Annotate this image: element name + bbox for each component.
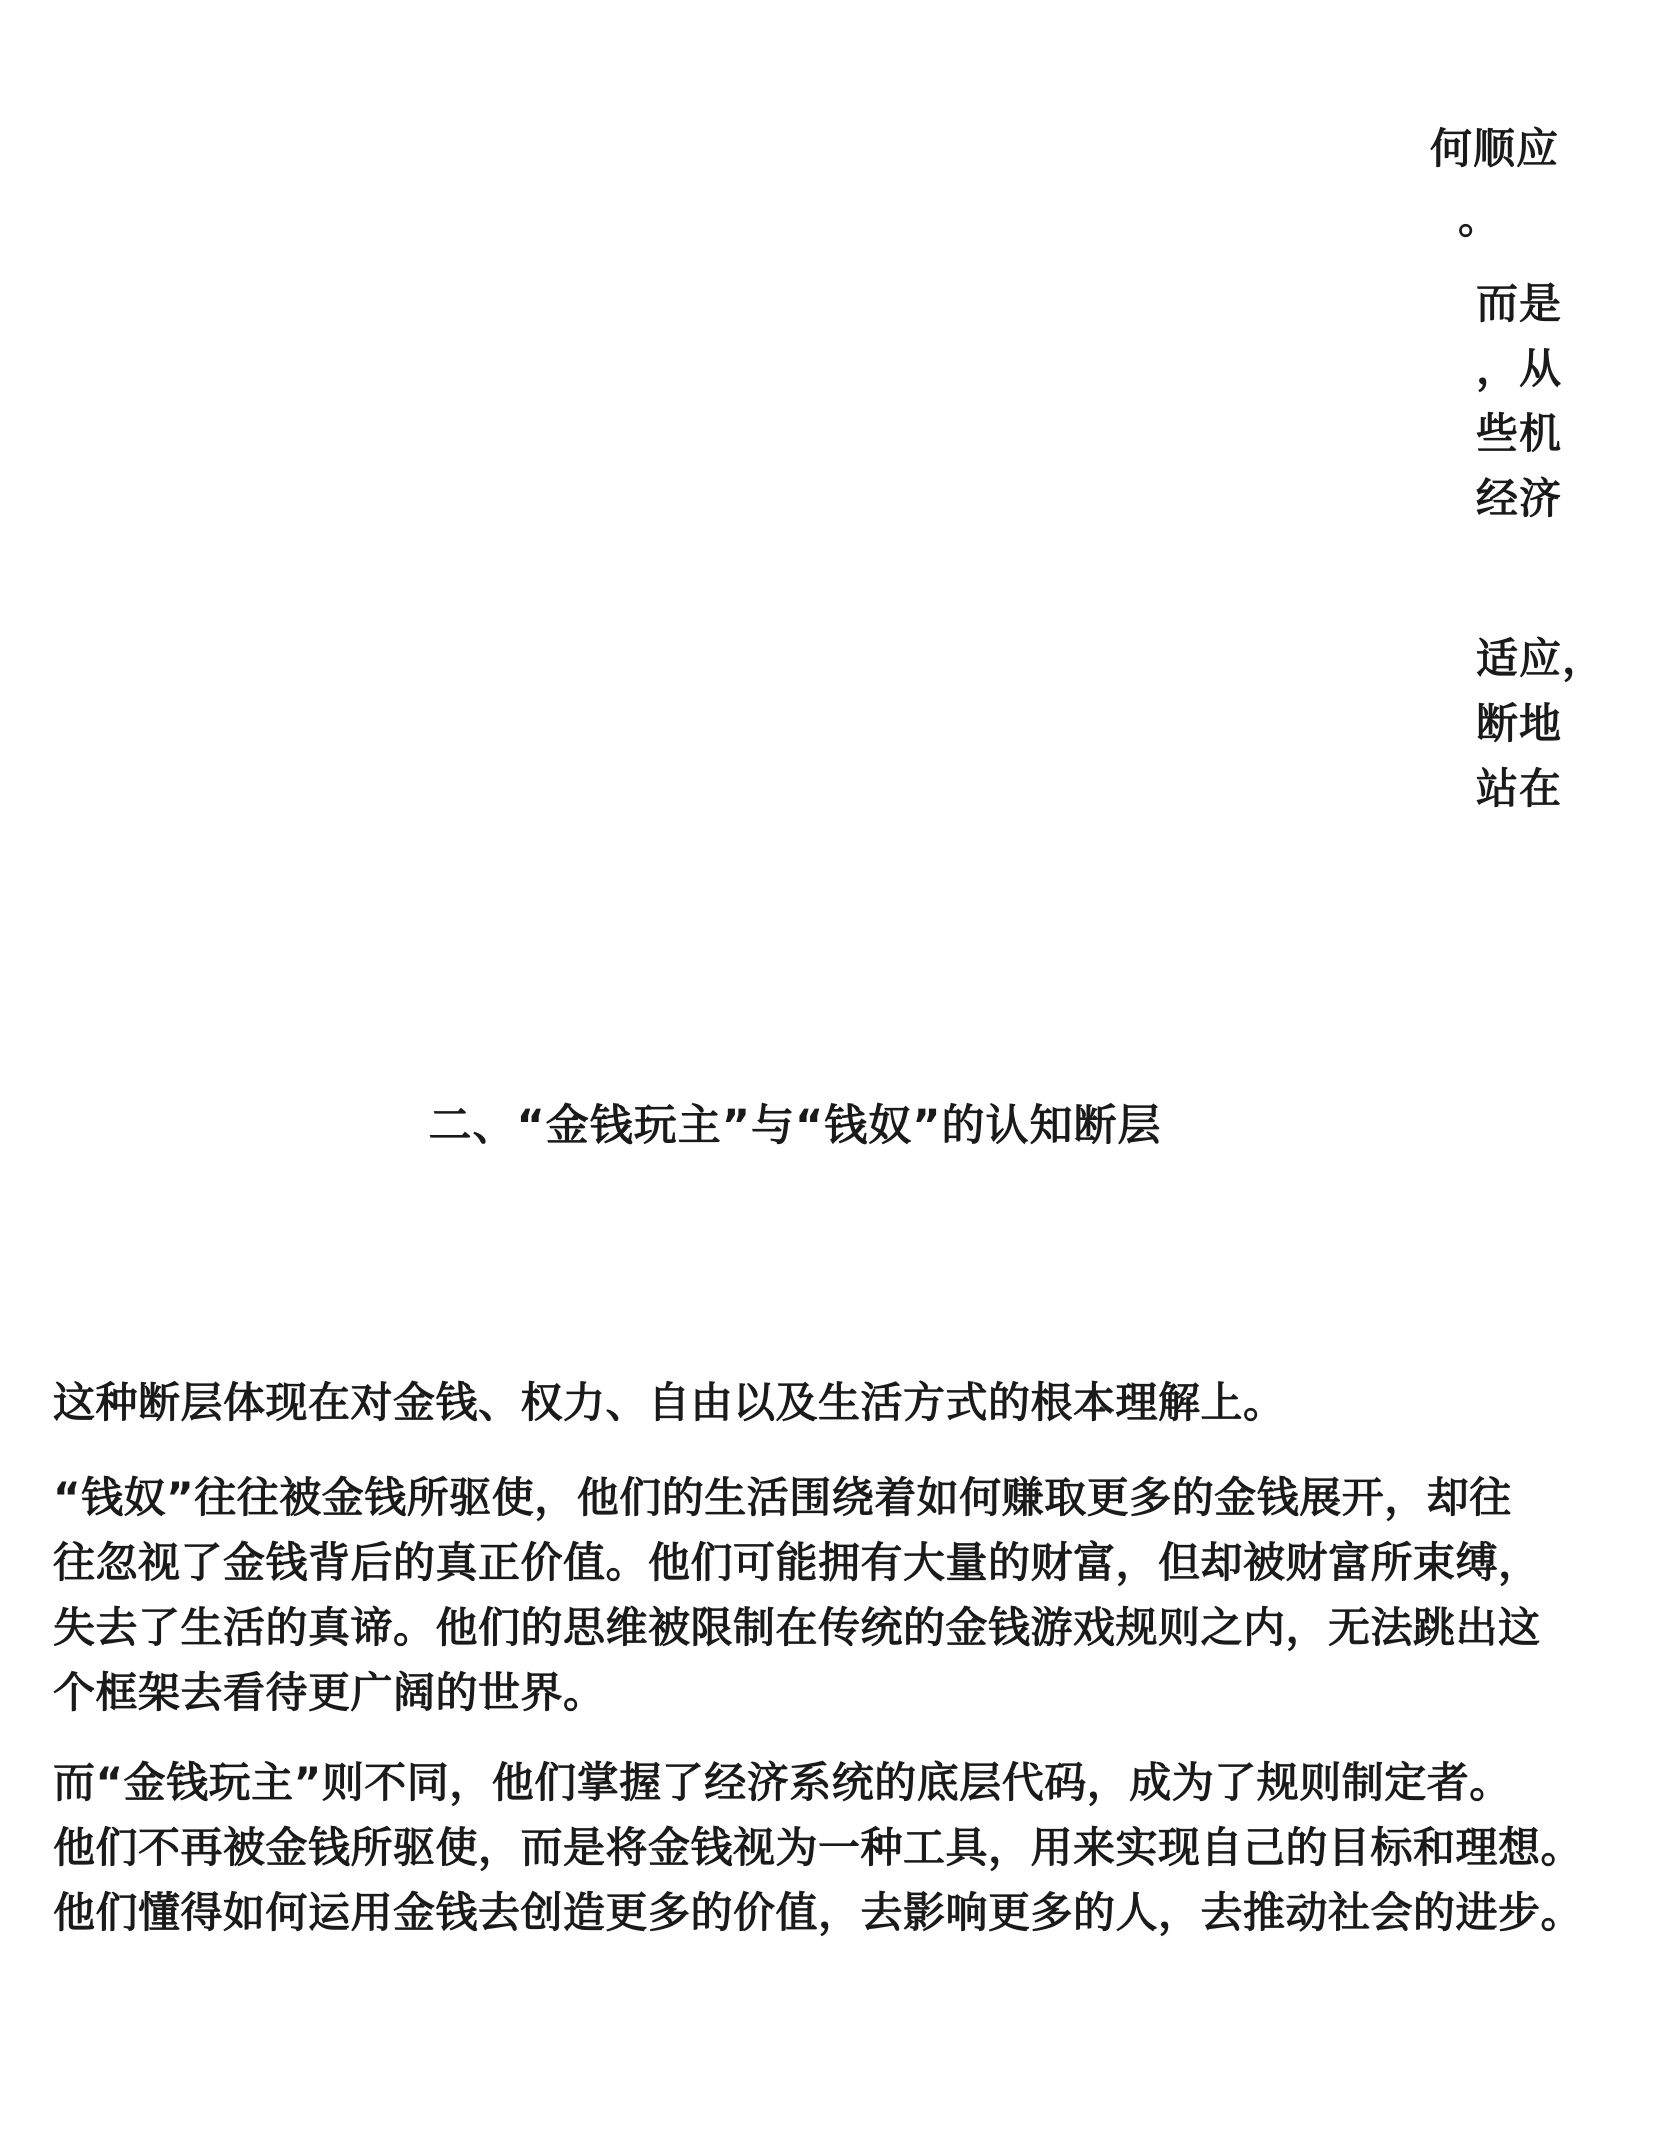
- text-fragment-3: 而是: [1476, 279, 1563, 328]
- paragraph-2-line-2: 往忽视了金钱背后的真正价值。他们可能拥有大量的财富，但却被财富所束缚，: [53, 1538, 1541, 1587]
- text-fragment-6: 经济: [1476, 474, 1563, 523]
- text-fragment-9: 站在: [1476, 764, 1563, 813]
- paragraph-1: [53, 1370, 1613, 1435]
- paragraph-1-line-1: 这种断层体现在对金钱、权力、自由以及生活方式的根本理解上。: [53, 1378, 1286, 1427]
- paragraph-2-line-3: 失去了生活的真谛。他们的思维被限制在传统的金钱游戏规则之内，无法跳出这: [53, 1603, 1541, 1652]
- paragraph-3-line-1: 而“金钱玩主”则不同，他们掌握了经济系统的底层代码，成为了规则制定者。: [53, 1758, 1512, 1807]
- text-fragment-1: 何顺应: [1430, 124, 1560, 173]
- text-fragment-8: 断地: [1476, 699, 1563, 748]
- text-fragment-4: ，从: [1476, 344, 1563, 393]
- section-heading: 二、“金钱玩主”与“钱奴”的认知断层: [428, 1101, 1162, 1151]
- paragraph-2-line-4: 个框架去看待更广阔的世界。: [53, 1668, 606, 1717]
- text-fragment-5: 些机: [1476, 409, 1563, 458]
- paragraph-2-line-1: “钱奴”往往被金钱所驱使，他们的生活围绕着如何赚取更多的金钱展开，却往: [53, 1473, 1512, 1522]
- paragraph-3: [53, 1750, 1613, 1945]
- paragraph-2: [53, 1465, 1613, 1725]
- paragraph-3-line-3: 他们懂得如何运用金钱去创造更多的价值，去影响更多的人，去推动社会的进步。: [53, 1888, 1584, 1937]
- text-fragment-2: 。: [1458, 194, 1502, 243]
- paragraph-3-line-2: 他们不再被金钱所驱使，而是将金钱视为一种工具，用来实现自己的目标和理想。: [53, 1823, 1584, 1872]
- text-fragment-7: 适应，: [1476, 634, 1606, 683]
